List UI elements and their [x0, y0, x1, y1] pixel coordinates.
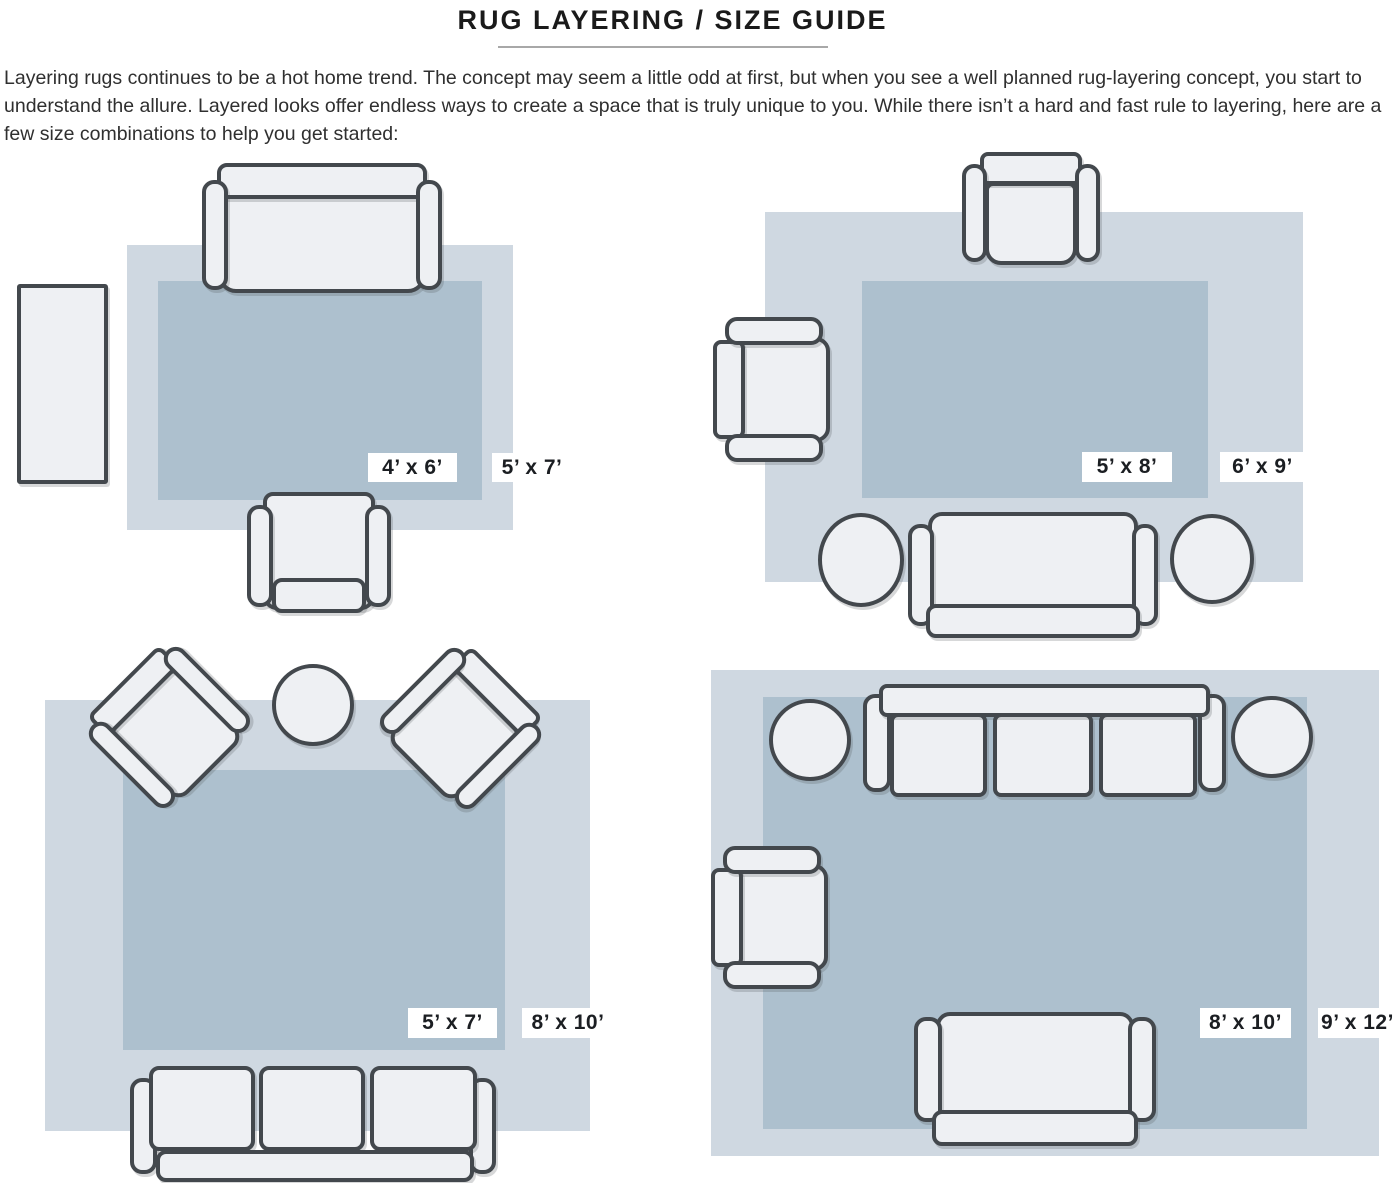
- sofa-back-cushion: [217, 163, 427, 199]
- round-table-right: [1170, 514, 1254, 604]
- armchair-body: [737, 864, 828, 971]
- armchair-back-cushion: [713, 340, 745, 439]
- armchair-armrest-bottom: [723, 961, 821, 989]
- inner-rug-size-label: 5’ x 7’: [408, 1008, 497, 1038]
- loveseat-armrest-right: [1128, 1017, 1156, 1122]
- sofa-cushion: [890, 713, 987, 797]
- round-table-right: [1231, 696, 1313, 778]
- sofa: [202, 163, 442, 293]
- round-table: [272, 664, 354, 746]
- sofa-cushion: [370, 1066, 477, 1151]
- armchair-armrest-bottom: [725, 434, 823, 462]
- sofa-bottom: [908, 512, 1158, 638]
- sofa-back-cushion: [879, 684, 1210, 717]
- loveseat-armrest-left: [914, 1017, 942, 1122]
- loveseat: [914, 1012, 1156, 1146]
- sofa-armrest-right: [416, 180, 442, 290]
- sofa-back-cushion: [926, 604, 1140, 638]
- outer-rug-size-label: 8’ x 10’: [522, 1008, 614, 1038]
- armchair-body: [739, 337, 830, 442]
- side-table: [17, 284, 108, 484]
- armchair: [247, 492, 391, 613]
- outer-rug-size-label: 5’ x 7’: [492, 453, 572, 482]
- armchair-armrest-top: [725, 317, 823, 345]
- title-underline: [498, 46, 828, 48]
- intro-paragraph: Layering rugs continues to be a hot home trend. The concept may seem a little odd at first, but when you see a well planned rug-layering concept, you start to understand the allure. Layered looks offer endless ways to create a space that is truly unique to you. While there isn’t a hard and fast rule to layering, here are a few size combinations to help you get started:: [4, 67, 1382, 145]
- loveseat-back-cushion: [932, 1110, 1138, 1146]
- sofa-cushion: [1099, 713, 1197, 797]
- armchair-left: [713, 317, 830, 462]
- three-seat-sofa: [130, 1064, 496, 1182]
- armchair-back-cushion: [272, 578, 366, 613]
- page-title: RUG LAYERING / SIZE GUIDE: [457, 5, 888, 35]
- inner-rug-size-label: 5’ x 8’: [1082, 452, 1172, 482]
- armchair-armrest-left: [247, 505, 273, 607]
- armchair-armrest-right: [1075, 164, 1100, 262]
- armchair-back-cushion: [980, 152, 1082, 185]
- inner-rug-size-label: 8’ x 10’: [1200, 1008, 1291, 1038]
- armchair-body: [985, 182, 1077, 265]
- sofa-cushion: [259, 1066, 365, 1151]
- outer-rug-size-label: 9’ x 12’: [1318, 1008, 1397, 1038]
- three-seat-sofa-top: [863, 684, 1226, 797]
- round-table-left: [769, 699, 851, 781]
- armchair-armrest-left: [962, 164, 987, 262]
- outer-rug-size-label: 6’ x 9’: [1220, 452, 1305, 482]
- round-table-left: [818, 513, 904, 607]
- inner-rug-size-label: 4’ x 6’: [368, 453, 457, 482]
- sofa-armrest-left: [202, 180, 228, 290]
- armchair-left: [711, 846, 828, 989]
- armchair-back-cushion: [711, 868, 743, 967]
- sofa-cushion: [149, 1066, 255, 1151]
- armchair-armrest-right: [365, 505, 391, 607]
- sofa-body: [218, 195, 426, 293]
- sofa-cushion: [993, 713, 1093, 797]
- sofa-front-rail: [156, 1150, 474, 1182]
- armchair-armrest-top: [723, 846, 821, 874]
- armchair-top: [962, 152, 1100, 265]
